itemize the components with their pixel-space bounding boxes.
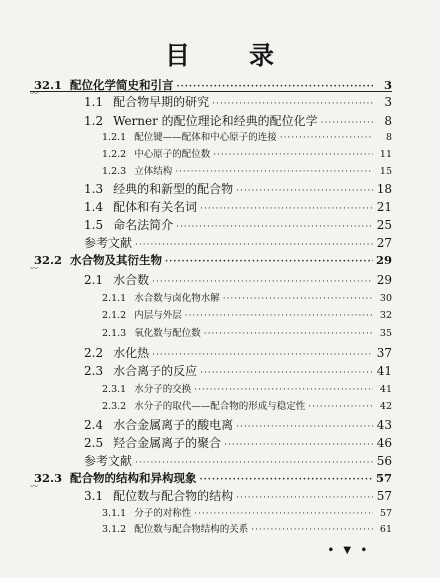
toc-entry-label: 配体和有关名词 <box>113 200 198 214</box>
toc-entry-number: 1.2 <box>84 114 104 128</box>
leader-dots <box>200 368 373 378</box>
toc-entry-page: 11 <box>379 149 392 160</box>
leader-dots <box>194 385 373 395</box>
toc-entry-label: 氧化数与配位数 <box>134 328 201 339</box>
toc-entry-page: 32 <box>379 310 392 321</box>
toc-entry[interactable] <box>84 271 392 288</box>
title-char-left: 目 <box>164 41 191 70</box>
toc-entry-number: 2.3.1 <box>102 384 127 395</box>
toc-entry[interactable] <box>84 344 392 361</box>
toc-entry-label: Werner 的配位理论和经典的配位化学 <box>113 114 318 128</box>
toc-entry-page: 21 <box>376 200 392 214</box>
toc-entry-page: 8 <box>384 114 392 128</box>
toc-entry[interactable] <box>102 521 392 535</box>
toc-entry[interactable] <box>102 129 392 143</box>
leader-dots <box>223 294 373 304</box>
toc-entry-number: 3.1.2 <box>102 524 127 535</box>
toc-entry-page: 57 <box>376 489 392 503</box>
toc-entry-number: 32.3 <box>34 471 63 485</box>
toc-entry-number: 1.1 <box>84 95 104 109</box>
toc-entry[interactable] <box>84 362 392 379</box>
toc-entry[interactable] <box>84 198 392 215</box>
toc-entry-number: 2.4 <box>84 418 104 432</box>
leader-dots <box>152 277 373 287</box>
toc-entry-label: 水合金属离子的酸电离 <box>113 418 234 432</box>
toc-entry-page: 35 <box>379 328 392 339</box>
toc-entry-number: 1.4 <box>84 200 104 214</box>
toc-entry[interactable] <box>102 307 392 321</box>
toc-entry[interactable] <box>84 452 392 469</box>
leader-dots <box>236 493 373 503</box>
leader-dots <box>321 118 373 128</box>
toc-entry-page: 37 <box>376 346 392 360</box>
toc-entry-number: 32.1 <box>34 78 63 92</box>
toc-entry[interactable] <box>84 180 392 197</box>
toc-entry-number: 32.2 <box>34 253 63 267</box>
leader-dots <box>212 99 373 109</box>
toc-entry[interactable] <box>34 252 392 268</box>
toc-entry-label: 水合物及其衍生物 <box>70 253 163 267</box>
toc-entry-page: 46 <box>376 436 392 450</box>
toc-entry-label: 水分子的取代——配合物的形成与稳定性 <box>134 401 306 412</box>
toc-entry-number: 1.5 <box>84 218 104 232</box>
toc-entry-number: 1.2.1 <box>102 132 127 143</box>
leader-dots <box>176 222 373 232</box>
leader-dots <box>200 204 373 214</box>
leader-dots <box>204 329 373 339</box>
toc-entry-page: 25 <box>376 218 392 232</box>
toc-entry[interactable] <box>102 290 392 304</box>
leader-dots <box>308 402 373 412</box>
toc-entry-number: 2.5 <box>84 436 104 450</box>
toc-entry-page: 18 <box>376 182 392 196</box>
toc-entry-label: 命名法简介 <box>113 218 174 232</box>
toc-entry-page: 61 <box>379 524 392 535</box>
toc-entry[interactable] <box>84 112 392 129</box>
toc-entry-number: 2.1.3 <box>102 328 127 339</box>
toc-entry-label: 羟合金属离子的聚合 <box>113 436 222 450</box>
leader-dots <box>194 509 373 519</box>
toc-entry-label: 立体结构 <box>134 166 173 177</box>
toc-entry-label: 水合离子的反应 <box>113 364 198 378</box>
page-footer-mark: • ▼ • <box>327 545 370 556</box>
leader-dots <box>177 82 373 92</box>
toc-entry[interactable] <box>34 470 392 486</box>
leader-dots <box>165 257 373 267</box>
leader-dots <box>152 350 373 360</box>
chapter-underline-mark: 〰 <box>30 264 38 273</box>
toc-entry[interactable] <box>84 487 392 504</box>
toc-entry-number: 3.1 <box>84 489 104 503</box>
toc-entry-label: 经典的和新型的配合物 <box>113 182 234 196</box>
toc-entry[interactable] <box>84 434 392 451</box>
toc-entry-label: 配位数与配合物结构的关系 <box>134 524 249 535</box>
toc-entry-number: 1.3 <box>84 182 104 196</box>
leader-dots <box>236 422 373 432</box>
toc-entry-label: 配位数与配合物的结构 <box>113 489 234 503</box>
toc-entry-label: 配合物早期的研究 <box>113 95 210 109</box>
toc-entry-page: 41 <box>379 384 392 395</box>
toc-entry-page: 30 <box>379 293 392 304</box>
leader-dots <box>135 240 373 250</box>
toc-entry[interactable] <box>84 93 392 110</box>
toc-entry-page: 57 <box>375 471 392 485</box>
leader-dots <box>280 133 373 143</box>
toc-entry-label: 中心原子的配位数 <box>134 149 211 160</box>
toc-entry[interactable] <box>102 163 392 177</box>
toc-entry-label: 水合数与卤化物水解 <box>134 293 220 304</box>
toc-entry-page: 3 <box>383 78 392 92</box>
toc-entry-page: 29 <box>375 253 392 267</box>
toc-entry-number: 1.2.3 <box>102 166 127 177</box>
toc-entry-label: 参考文献 <box>84 454 133 468</box>
toc-entry-number: 3.1.1 <box>102 508 127 519</box>
toc-entry[interactable] <box>102 325 392 339</box>
toc-entry-page: 43 <box>376 418 392 432</box>
leader-dots <box>135 458 373 468</box>
toc-entry-label: 参考文献 <box>84 236 133 250</box>
toc-entry-page: 8 <box>385 132 392 143</box>
toc-entry-number: 2.1.1 <box>102 293 127 304</box>
toc-entry-label: 配位化学简史和引言 <box>70 78 174 92</box>
toc-entry-number: 2.1.2 <box>102 310 127 321</box>
toc-entry-label: 分子的对称性 <box>134 508 192 519</box>
toc-entry-page: 27 <box>376 236 392 250</box>
toc-entry[interactable] <box>84 216 392 233</box>
toc-entry[interactable] <box>102 505 392 519</box>
toc-entry[interactable] <box>102 398 392 412</box>
toc-entry[interactable] <box>34 77 392 93</box>
toc-entry-number: 1.2.2 <box>102 149 127 160</box>
toc-entry-label: 配合物的结构和异构现象 <box>70 471 197 485</box>
toc-entry-label: 配位键——配体和中心原子的连接 <box>134 132 277 143</box>
toc-entry-label: 内层与外层 <box>134 310 182 321</box>
toc-entry-number: 2.3.2 <box>102 401 127 412</box>
chapter-underline-mark: 〰 <box>30 89 38 98</box>
toc-entry-page: 15 <box>379 166 392 177</box>
leader-dots <box>185 311 373 321</box>
leader-dots <box>175 167 373 177</box>
toc-entry[interactable] <box>84 234 392 251</box>
toc-entry-label: 水合数 <box>113 273 150 287</box>
toc-entry-page: 3 <box>384 95 392 109</box>
toc-entry-number: 2.1 <box>84 273 104 287</box>
leader-dots <box>251 525 373 535</box>
toc-entry-page: 29 <box>376 273 392 287</box>
toc-entry-page: 42 <box>379 401 392 412</box>
toc-entry[interactable] <box>102 381 392 395</box>
leader-dots <box>213 150 373 160</box>
toc-entry[interactable] <box>84 416 392 433</box>
chapter-underline-mark: 〰 <box>30 482 38 491</box>
toc-entry-label: 水分子的交换 <box>134 384 192 395</box>
toc-entry-page: 57 <box>379 508 392 519</box>
toc-entry-page: 56 <box>376 454 392 468</box>
title-char-right: 录 <box>249 41 276 70</box>
leader-dots <box>200 475 373 485</box>
toc-entry[interactable] <box>102 146 392 160</box>
toc-entry-label: 水化热 <box>113 346 150 360</box>
toc-entry-number: 2.3 <box>84 364 104 378</box>
toc-entry-page: 41 <box>376 364 392 378</box>
leader-dots <box>224 440 373 450</box>
page-title <box>0 36 440 72</box>
leader-dots <box>236 186 373 196</box>
toc-entry-number: 2.2 <box>84 346 104 360</box>
